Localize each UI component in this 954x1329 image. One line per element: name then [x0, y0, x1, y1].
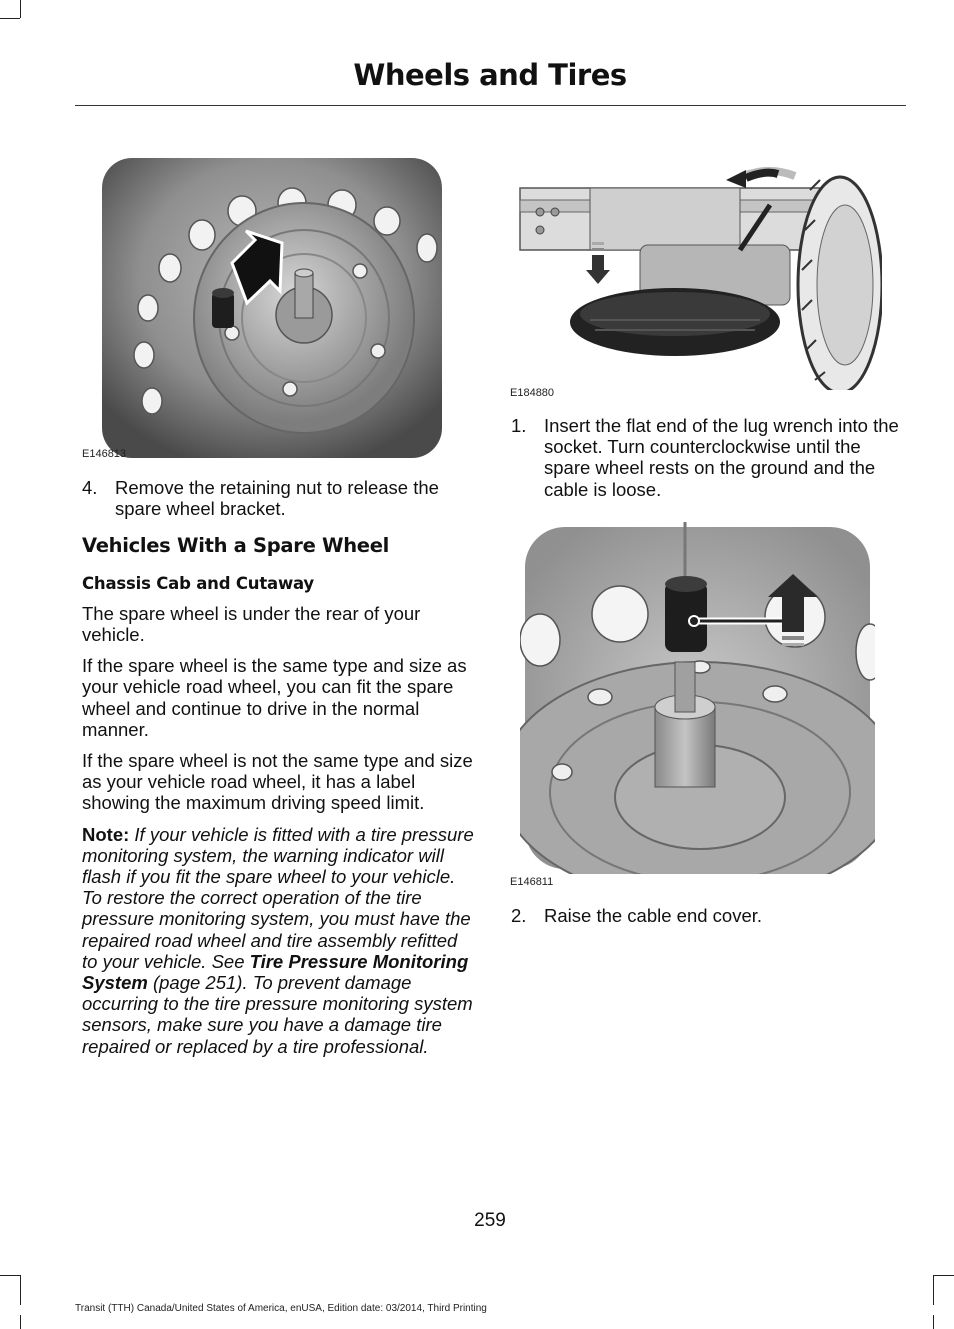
crop-mark: [20, 1275, 21, 1305]
crop-mark: [933, 1275, 934, 1305]
page-number: 259: [474, 1210, 506, 1231]
crop-mark: [0, 18, 20, 19]
paragraph: If the spare wheel is not the same type and size as your vehicle road wheel, it has a label showing the maximum driving speed limit.: [82, 750, 473, 814]
footer-text: Transit (TTH) Canada/United States of America, enUSA, Edition date: 03/2014, Third Printing: [75, 1303, 487, 1314]
right-column-step1: [511, 415, 903, 510]
header-rule: [75, 105, 906, 106]
note-paragraph: [82, 824, 474, 1057]
note-text: (page 251). To prevent damage occurring to the tire pressure monitoring system sensors, make sure you have a damage tire repaired or replaced by a tire professional.: [82, 972, 473, 1057]
crop-mark: [0, 1275, 20, 1276]
step-text: Remove the retaining nut to release the spare wheel bracket.: [115, 477, 439, 520]
subsection-heading: Chassis Cab and Cutaway: [82, 573, 314, 593]
wheel-retaining-nut-illustration: [82, 143, 442, 458]
figure-id: E184880: [510, 387, 555, 399]
crop-mark: [20, 1315, 21, 1329]
right-column-step2: [511, 905, 903, 936]
step-number: 1.: [511, 415, 527, 436]
figure-cable-end-cover: [520, 522, 875, 874]
cable-end-cover-illustration: [520, 522, 875, 874]
crop-mark: [934, 1275, 954, 1276]
figure-spare-wheel-chassis: [510, 150, 882, 390]
crop-mark: [20, 0, 21, 18]
step-4: [82, 477, 474, 519]
step-number: 2.: [511, 905, 527, 926]
step-number: 4.: [82, 477, 98, 498]
cross-reference-link[interactable]: Tire Pressure Monitoring System: [82, 950, 469, 994]
step-2: [511, 905, 903, 926]
page-title: Wheels and Tires: [353, 58, 627, 92]
chassis-spare-wheel-illustration: [510, 150, 882, 390]
section-heading: Vehicles With a Spare Wheel: [82, 534, 390, 558]
crop-mark: [933, 1315, 934, 1329]
figure-id: E146813: [82, 448, 127, 460]
figure-wheel-retaining-nut: [82, 143, 442, 458]
step-1: [511, 415, 903, 500]
note-text: If your vehicle is fitted with a tire pressure monitoring system, the warning indicator will flash if you fit the spare wheel to your vehicle. To restore the correct operation of the tire pressure monitoring system, you must have the repaired road wheel and tire assembly refitted to your vehicle. See: [82, 823, 474, 972]
paragraph: The spare wheel is under the rear of your vehicle.: [82, 602, 421, 646]
step-text: Insert the flat end of the lug wrench into the socket. Turn counterclockwise until the spare wheel rests on the ground and the cable is loose.: [544, 415, 899, 500]
paragraph: If the spare wheel is the same type and size as your vehicle road wheel, you can fit the spare wheel and continue to drive in the normal manner.: [82, 655, 467, 740]
step-text: Raise the cable end cover.: [544, 905, 763, 926]
note-label: Note:: [82, 823, 130, 845]
figure-id: E146811: [510, 876, 554, 888]
left-column: [82, 477, 474, 1067]
